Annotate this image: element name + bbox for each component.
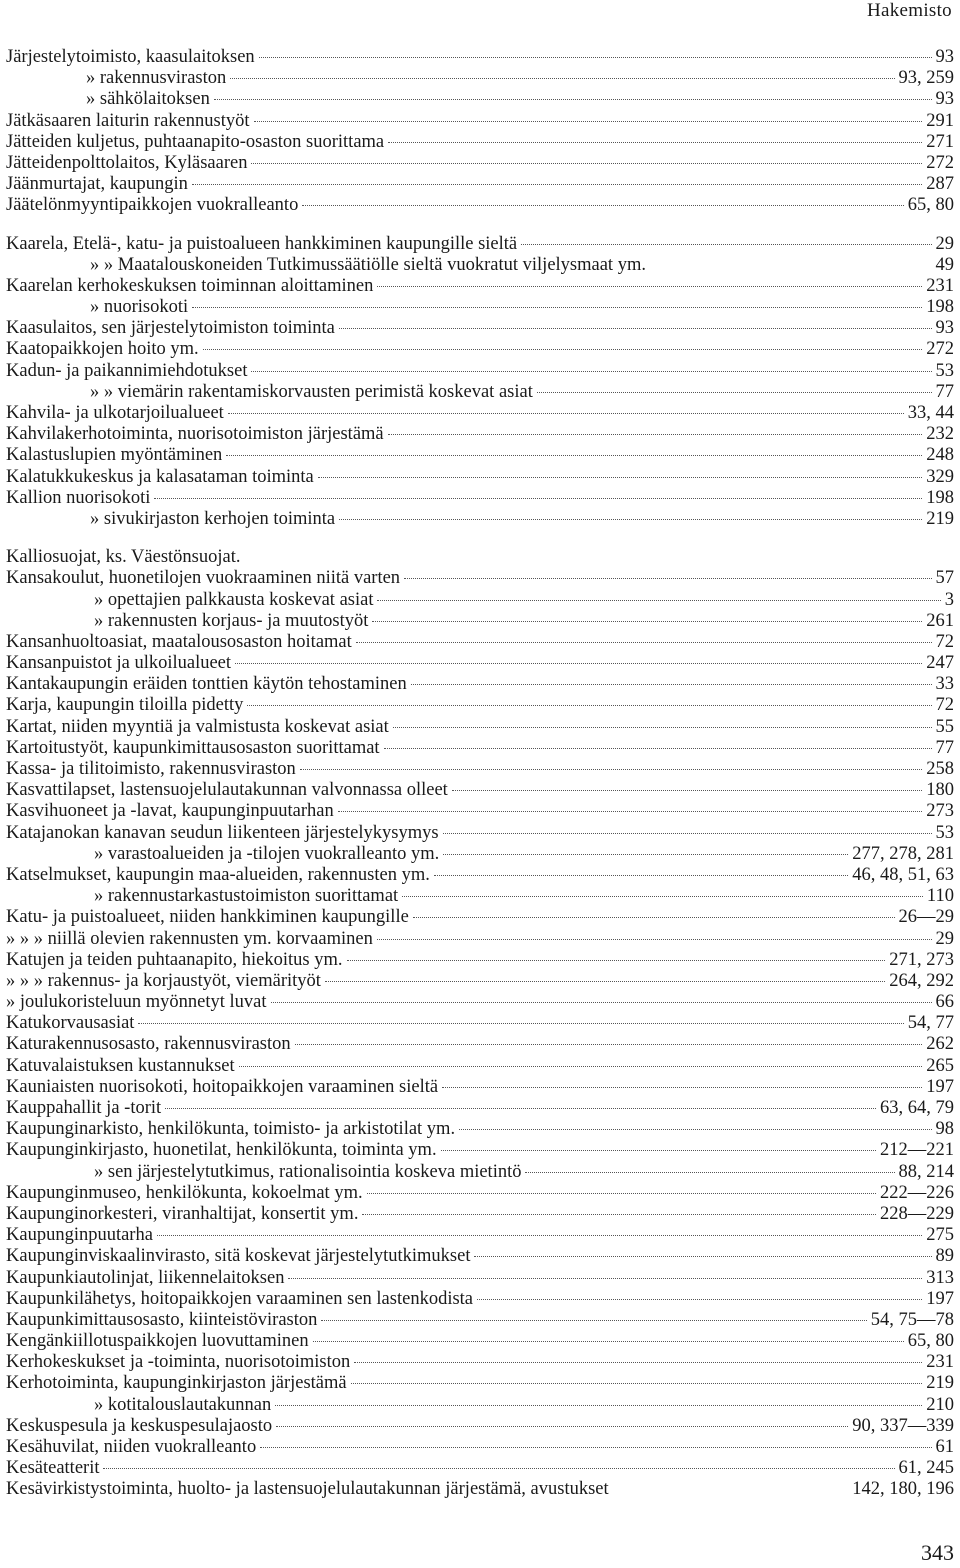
- entry-pages: 198: [926, 297, 954, 318]
- entry-pages: 33: [935, 674, 954, 695]
- index-entry: [6, 195, 954, 216]
- dot-leader: [313, 1341, 904, 1342]
- index-entry: [6, 674, 954, 695]
- dot-leader: [452, 790, 922, 791]
- index-entry: [6, 174, 954, 195]
- entry-text: » » » niillä olevien rakennusten ym. korvaaminen: [6, 928, 373, 949]
- dot-leader: [339, 328, 932, 329]
- index-list: [6, 47, 954, 1501]
- entry-pages: 66: [935, 992, 954, 1013]
- entry-text: Kaatopaikkojen hoito ym.: [6, 339, 199, 360]
- index-entry: [6, 886, 954, 907]
- entry-text: » » » rakennus- ja korjaustyöt, viemärityöt: [6, 970, 321, 991]
- entry-pages: 63, 64, 79: [880, 1098, 954, 1118]
- index-entry: [6, 382, 954, 403]
- index-entry: [6, 488, 954, 509]
- entry-pages: 231: [926, 275, 954, 296]
- entry-pages: 72: [935, 631, 954, 652]
- entry-pages: 222—226: [880, 1182, 954, 1203]
- entry-pages: 272: [926, 152, 954, 173]
- dot-leader: [441, 1150, 876, 1151]
- entry-text: » nuorisokoti: [90, 297, 189, 318]
- page-number: 343: [921, 1540, 954, 1565]
- entry-text: Kerhotoiminta, kaupunginkirjaston järjestämä: [6, 1373, 347, 1394]
- index-entry: [6, 1268, 954, 1289]
- dot-leader: [138, 1023, 903, 1024]
- entry-pages: 271: [926, 131, 954, 152]
- entry-text: Kaupunkiautolinjat, liikennelaitoksen: [6, 1267, 285, 1288]
- entry-pages: 264, 292: [889, 970, 954, 991]
- entry-text: Kaupunginviskaalinvirasto, sitä koskevat järjestelytutkimukset: [6, 1246, 471, 1267]
- index-entry: [6, 738, 954, 759]
- entry-pages: 26—29: [898, 907, 954, 928]
- entry-text: Jäänmurtajat, kaupungin: [6, 174, 188, 195]
- dot-leader: [388, 434, 923, 435]
- index-entry: [6, 339, 954, 360]
- dot-leader: [372, 621, 922, 622]
- entry-text: Katurakennusosasto, rakennusviraston: [6, 1034, 291, 1055]
- index-entry: [6, 1310, 954, 1331]
- entry-pages: 231: [926, 1352, 954, 1373]
- index-entry: [6, 1395, 954, 1416]
- entry-pages: 262: [926, 1034, 954, 1055]
- index-entry: [6, 1331, 954, 1352]
- entry-text: Kantakaupungin eräiden tonttien käytön tehostaminen: [6, 674, 407, 695]
- entry-pages: 49: [935, 254, 954, 275]
- entry-text: Kahvilakerhotoiminta, nuorisotoimiston järjestämä: [6, 424, 384, 445]
- entry-text: Katuvalaistuksen kustannukset: [6, 1055, 235, 1076]
- dot-leader: [318, 477, 923, 478]
- dot-leader: [259, 57, 932, 58]
- entry-pages: 258: [926, 759, 954, 779]
- dot-leader: [537, 392, 932, 393]
- entry-text: » rakennusviraston: [86, 68, 227, 89]
- entry-text: Katajanokan kanavan seudun liikenteen järjestelykysymys: [6, 822, 439, 843]
- entry-text: » joulukoristeluun myönnetyt luvat: [6, 992, 267, 1013]
- dot-leader: [276, 1426, 848, 1427]
- index-entry: [6, 1034, 954, 1055]
- index-entry: [6, 153, 954, 174]
- section-gap: [6, 217, 954, 234]
- entry-text: Kaupunginarkisto, henkilökunta, toimisto- ja arkistotilat ym.: [6, 1119, 456, 1140]
- entry-pages: 142, 180, 196: [852, 1479, 954, 1500]
- index-entry: [6, 971, 954, 992]
- entry-text: Kesäteatterit: [6, 1458, 100, 1479]
- entry-pages: 277, 278, 281: [852, 843, 954, 864]
- entry-text: Kerhokeskukset ja -toiminta, nuorisotoimiston: [6, 1352, 351, 1373]
- index-entry: [6, 653, 954, 674]
- dot-leader: [377, 939, 932, 940]
- index-section: [6, 547, 954, 1500]
- dot-leader: [247, 705, 931, 706]
- index-entry: [6, 234, 954, 255]
- dot-leader: [442, 1087, 922, 1088]
- dot-leader: [443, 833, 932, 834]
- index-entry: [6, 361, 954, 382]
- index-entry: [6, 632, 954, 653]
- dot-leader: [393, 727, 932, 728]
- index-entry: [6, 1098, 954, 1119]
- dot-leader: [288, 1278, 922, 1279]
- index-entry: [6, 318, 954, 339]
- entry-text: Kartoitustyöt, kaupunkimittausosaston suorittamat: [6, 737, 380, 758]
- dot-leader: [388, 142, 922, 143]
- entry-text: Kasvihuoneet ja -lavat, kaupunginpuutarhan: [6, 801, 334, 822]
- entry-text: Kassa- ja tilitoimisto, rakennusviraston: [6, 759, 296, 779]
- entry-pages: 248: [926, 445, 954, 466]
- dot-leader: [103, 1468, 894, 1469]
- dot-leader: [354, 1362, 922, 1363]
- entry-pages: 29: [935, 928, 954, 949]
- dot-leader: [525, 1172, 894, 1173]
- index-entry: [6, 111, 954, 132]
- index-entry: [6, 89, 954, 110]
- entry-pages: 29: [935, 233, 954, 254]
- entry-text: Jätteidenpolttolaitos, Kyläsaaren: [6, 152, 248, 173]
- dot-leader: [459, 1129, 931, 1130]
- entry-text: Jätteiden kuljetus, puhtaanapito-osaston suorittama: [6, 131, 385, 152]
- entry-text: Kalliosuojat, ks. Väestönsuojat.: [6, 547, 241, 568]
- dot-leader: [251, 371, 931, 372]
- index-entry: [6, 929, 954, 950]
- entry-text: Kengänkiillotuspaikkojen luovuttaminen: [6, 1331, 309, 1352]
- dot-leader: [413, 917, 895, 918]
- entry-pages: 93: [935, 47, 954, 67]
- dot-leader: [230, 78, 894, 79]
- dot-leader: [192, 307, 922, 308]
- entry-pages: 55: [935, 716, 954, 737]
- dot-leader: [203, 349, 923, 350]
- entry-text: Kesävirkistystoiminta, huolto- ja lastensuojelulautakunnan järjestämä, avustukset: [6, 1479, 609, 1500]
- index-entry: [6, 1289, 954, 1310]
- entry-pages: 61: [935, 1437, 954, 1457]
- index-entry: [6, 801, 954, 822]
- entry-text: » rakennustarkastustoimiston suorittamat: [94, 886, 399, 907]
- entry-pages: 287: [926, 174, 954, 195]
- entry-pages: 65, 80: [907, 195, 954, 216]
- dot-leader: [300, 769, 922, 770]
- dot-leader: [377, 600, 940, 601]
- entry-text: Kahvila- ja ulkotarjoilualueet: [6, 403, 224, 423]
- entry-pages: 93: [935, 318, 954, 339]
- entry-text: Kansanpuistot ja ulkoilualueet: [6, 653, 232, 674]
- dot-leader: [295, 1044, 923, 1045]
- index-entry: [6, 467, 954, 488]
- entry-text: Kallion nuorisokoti: [6, 487, 151, 508]
- entry-text: Kaarelan kerhokeskuksen toiminnan aloittaminen: [6, 275, 374, 296]
- index-entry: [6, 1373, 954, 1394]
- dot-leader: [377, 286, 922, 287]
- index-section: [6, 234, 954, 531]
- entry-pages: 61, 245: [898, 1458, 954, 1479]
- index-entry: [6, 68, 954, 89]
- entry-pages: 57: [935, 568, 954, 589]
- index-entry: [6, 424, 954, 445]
- entry-text: » rakennusten korjaus- ja muutostyöt: [94, 610, 369, 631]
- entry-pages: 261: [926, 610, 954, 631]
- entry-text: » opettajien palkkausta koskevat asiat: [94, 589, 374, 610]
- entry-pages: 313: [926, 1267, 954, 1288]
- entry-pages: 46, 48, 51, 63: [852, 864, 954, 885]
- index-entry: [6, 950, 954, 971]
- entry-pages: 77: [935, 381, 954, 402]
- dot-leader: [302, 205, 903, 206]
- entry-text: Kaupunginpuutarha: [6, 1225, 153, 1246]
- index-entry: [6, 1162, 954, 1183]
- dot-leader: [402, 896, 923, 897]
- dot-leader: [347, 960, 886, 961]
- entry-pages: 210: [926, 1394, 954, 1415]
- dot-leader: [275, 1405, 922, 1406]
- entry-text: Kadun- ja paikannimiehdotukset: [6, 360, 248, 381]
- index-entry: [6, 717, 954, 738]
- entry-pages: 197: [926, 1288, 954, 1309]
- index-entry: [6, 509, 954, 530]
- index-entry: [6, 1077, 954, 1098]
- index-entry: [6, 297, 954, 318]
- entry-pages: 329: [926, 466, 954, 487]
- dot-leader: [404, 578, 931, 579]
- entry-pages: 98: [935, 1119, 954, 1140]
- entry-pages: 228—229: [880, 1203, 954, 1224]
- entry-pages: 33, 44: [907, 403, 954, 423]
- entry-pages: 219: [926, 1373, 954, 1394]
- entry-text: Kasvattilapset, lastensuojelulautakunnan valvonnassa olleet: [6, 780, 448, 801]
- running-header: Hakemisto: [866, 0, 952, 21]
- dot-leader: [157, 1235, 922, 1236]
- entry-pages: 219: [926, 508, 954, 529]
- dot-leader: [251, 163, 922, 164]
- entry-text: » kotitalouslautakunnan: [94, 1394, 272, 1415]
- entry-pages: 93, 259: [898, 68, 954, 89]
- entry-pages: 54, 77: [907, 1013, 954, 1034]
- index-entry: [6, 844, 954, 865]
- dot-leader: [214, 99, 932, 100]
- entry-text: Kaarela, Etelä-, katu- ja puistoalueen hankkiminen kaupungille sieltä: [6, 233, 518, 254]
- index-entry: [6, 276, 954, 297]
- entry-pages: 93: [935, 89, 954, 110]
- section-gap: [6, 530, 954, 547]
- entry-text: » sen järjestelytutkimus, rationalisointia koskeva mietintö: [94, 1161, 522, 1182]
- entry-pages: 232: [926, 424, 954, 445]
- index-entry: [6, 255, 954, 276]
- index-entry: [6, 1479, 954, 1500]
- entry-pages: 212—221: [880, 1140, 954, 1161]
- entry-text: » varastoalueiden ja -tilojen vuokralleanto ym.: [94, 843, 440, 864]
- dot-leader: [254, 121, 923, 122]
- entry-pages: 180: [926, 780, 954, 801]
- index-entry: [6, 547, 954, 568]
- entry-text: Järjestelytoimisto, kaasulaitoksen: [6, 47, 255, 67]
- index-entry: [6, 1013, 954, 1034]
- index-entry: [6, 445, 954, 466]
- dot-leader: [474, 1256, 931, 1257]
- entry-text: » » viemärin rakentamiskorvausten perimistä koskevat asiat: [90, 381, 533, 402]
- entry-pages: 265: [926, 1055, 954, 1076]
- entry-text: Katujen ja teiden puhtaanapito, hiekoitus ym.: [6, 949, 343, 970]
- entry-text: » » Maatalouskoneiden Tutkimussäätiölle sieltä vuokratut viljelysmaat ym.: [90, 254, 646, 275]
- entry-text: Katselmukset, kaupungin maa-alueiden, rakennusten ym.: [6, 864, 430, 885]
- index-entry: [6, 907, 954, 928]
- index-entry: [6, 47, 954, 68]
- entry-text: Kaasulaitos, sen järjestelytoimiston toiminta: [6, 318, 335, 339]
- dot-leader: [321, 1320, 866, 1321]
- entry-text: Kansanhuoltoasiat, maatalousosaston hoitamat: [6, 631, 352, 652]
- index-entry: [6, 780, 954, 801]
- entry-pages: 271, 273: [889, 949, 954, 970]
- entry-text: Kaupunginorkesteri, viranhaltijat, konsertit ym.: [6, 1203, 359, 1224]
- entry-pages: 88, 214: [898, 1161, 954, 1182]
- index-entry: [6, 865, 954, 886]
- dot-leader: [367, 1193, 876, 1194]
- index-entry: [6, 695, 954, 716]
- dot-leader: [351, 1383, 923, 1384]
- index-entry: [6, 132, 954, 153]
- entry-text: Kesähuvilat, niiden vuokralleanto: [6, 1437, 257, 1457]
- entry-text: Kalastuslupien myöntäminen: [6, 445, 223, 466]
- index-entry: [6, 611, 954, 632]
- dot-leader: [443, 854, 848, 855]
- entry-pages: 90, 337—339: [852, 1415, 954, 1436]
- entry-text: Kauppahallit ja -torit: [6, 1098, 162, 1118]
- entry-text: Karja, kaupungin tiloilla pidetty: [6, 695, 244, 716]
- dot-leader: [239, 1066, 923, 1067]
- dot-leader: [434, 875, 848, 876]
- dot-leader: [521, 244, 931, 245]
- index-entry: [6, 1416, 954, 1437]
- entry-pages: 247: [926, 653, 954, 674]
- entry-pages: 53: [935, 360, 954, 381]
- index-entry: [6, 1352, 954, 1373]
- entry-pages: 89: [935, 1246, 954, 1267]
- entry-pages: 198: [926, 487, 954, 508]
- index-entry: [6, 590, 954, 611]
- index-entry: [6, 403, 954, 424]
- dot-leader: [271, 1002, 932, 1003]
- entry-pages: 291: [926, 110, 954, 131]
- dot-leader: [356, 642, 932, 643]
- entry-pages: 275: [926, 1225, 954, 1246]
- index-entry: [6, 1458, 954, 1479]
- entry-text: Jätkäsaaren laiturin rakennustyöt: [6, 110, 250, 131]
- index-entry: [6, 992, 954, 1013]
- dot-leader: [165, 1108, 876, 1109]
- index-entry: [6, 1246, 954, 1267]
- index-entry: [6, 568, 954, 589]
- entry-text: Keskuspesula ja keskuspesulajaosto: [6, 1415, 273, 1436]
- entry-pages: 65, 80: [907, 1331, 954, 1352]
- index-entry: [6, 1056, 954, 1077]
- index-entry: [6, 1437, 954, 1458]
- dot-leader: [338, 811, 922, 812]
- entry-text: Katukorvausasiat: [6, 1013, 135, 1034]
- entry-text: Jäätelönmyyntipaikkojen vuokralleanto: [6, 195, 299, 216]
- entry-pages: 54, 75—78: [870, 1309, 954, 1330]
- dot-leader: [228, 413, 904, 414]
- entry-pages: 72: [935, 695, 954, 716]
- index-entry: [6, 1140, 954, 1161]
- dot-leader: [339, 519, 922, 520]
- dot-leader: [411, 684, 932, 685]
- entry-pages: 197: [926, 1076, 954, 1097]
- entry-text: Kaupunginmuseo, henkilökunta, kokoelmat ym.: [6, 1182, 363, 1203]
- index-entry: [6, 1225, 954, 1246]
- entry-pages: 110: [926, 886, 954, 907]
- entry-text: Kaupunkimittausosasto, kiinteistöviraston: [6, 1309, 318, 1330]
- dot-leader: [325, 981, 885, 982]
- dot-leader: [362, 1214, 876, 1215]
- dot-leader: [235, 663, 922, 664]
- entry-pages: 3: [944, 589, 954, 610]
- index-entry: [6, 1183, 954, 1204]
- dot-leader: [384, 748, 932, 749]
- index-entry: [6, 1119, 954, 1140]
- entry-text: Katu- ja puistoalueet, niiden hankkiminen kaupungille: [6, 907, 409, 928]
- index-entry: [6, 823, 954, 844]
- entry-pages: 77: [935, 737, 954, 758]
- dot-leader: [260, 1447, 931, 1448]
- index-entry: [6, 759, 954, 780]
- entry-text: Kansakoulut, huonetilojen vuokraaminen niitä varten: [6, 568, 401, 589]
- entry-text: Kalatukkukeskus ja kalasataman toiminta: [6, 466, 314, 487]
- dot-leader: [192, 184, 922, 185]
- entry-text: Kaupunginkirjasto, huonetilat, henkilökunta, toiminta ym.: [6, 1140, 437, 1161]
- entry-text: Kaupunkilähetys, hoitopaikkojen varaaminen sen lastenkodista: [6, 1288, 474, 1309]
- dot-leader: [477, 1299, 922, 1300]
- entry-text: Kartat, niiden myyntiä ja valmistusta koskevat asiat: [6, 716, 389, 737]
- entry-pages: 272: [926, 339, 954, 360]
- entry-pages: 273: [926, 801, 954, 822]
- entry-text: » sähkölaitoksen: [86, 89, 210, 110]
- entry-text: Kauniaisten nuorisokoti, hoitopaikkojen varaaminen sieltä: [6, 1076, 439, 1097]
- index-section: [6, 47, 954, 217]
- index-entry: [6, 1204, 954, 1225]
- entry-text: » sivukirjaston kerhojen toiminta: [90, 508, 336, 529]
- entry-pages: 53: [935, 822, 954, 843]
- dot-leader: [226, 455, 922, 456]
- dot-leader: [154, 498, 922, 499]
